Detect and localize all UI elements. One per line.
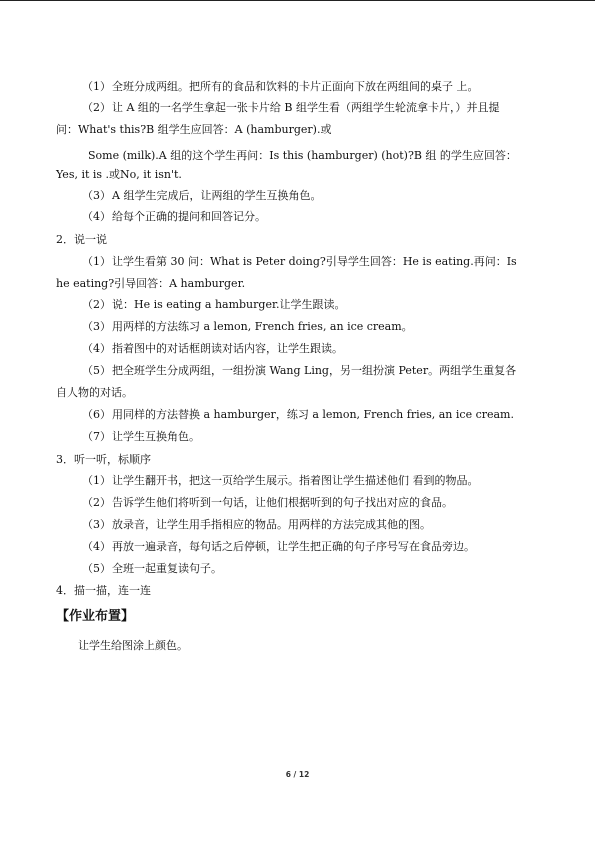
step-line: [82, 560, 572, 578]
step-text: Some (milk).A 组的这个学生再问：Is this (hamburger) (hot)?B 组 的学生应回答：: [88, 149, 517, 162]
continuation-line: [56, 384, 546, 402]
step-text: 再放一遍录音，每句话之后停顿，让学生把正确的句子序号写在食品旁边。: [112, 540, 475, 553]
step-line: [82, 318, 572, 336]
step-text: 全班一起重复读句子。: [112, 562, 222, 575]
step-number: （3）: [82, 518, 111, 531]
step-line: [82, 538, 572, 556]
step-text: 用同样的方法替换 a hamburger，练习 a lemon, French fries, an ice cream.: [112, 408, 514, 421]
step-line: [82, 340, 572, 358]
step-number: （1）: [82, 474, 111, 487]
step-text: 让 A 组的一名学生拿起一张卡片给 B 组学生看（两组学生轮流拿卡片，）并且提: [112, 101, 500, 114]
step-line: [82, 362, 572, 380]
step-number: （1）: [82, 255, 111, 268]
continuation-line: [56, 121, 546, 139]
step-text: 用两样的方法练习 a lemon, French fries, an ice cream。: [112, 320, 413, 333]
section-title: 4．描一描，连一连: [56, 584, 151, 597]
step-text: 告诉学生他们将听到一句话，让他们根据听到的句子找出对应的食品。: [112, 496, 453, 509]
step-text: 问：What's this?B 组学生应回答：A (hamburger).或: [56, 123, 332, 136]
step-text: A 组学生完成后，让两组的学生互换角色。: [112, 189, 322, 202]
top-rule: [0, 0, 595, 1]
step-number: （5）: [82, 562, 111, 575]
homework-heading: 【作业布置】: [56, 609, 135, 624]
step-line: [82, 208, 572, 226]
step-number: （4）: [82, 210, 111, 223]
step-number: （4）: [82, 540, 111, 553]
section-title: 3．听一听，标顺序: [56, 453, 151, 466]
step-text: 说：He is eating a hamburger.让学生跟读。: [112, 298, 346, 311]
step-line: [82, 296, 572, 314]
step-text: 给每个正确的提问和回答记分。: [112, 210, 266, 223]
page-number: 6 / 12: [285, 770, 310, 779]
step-line: [82, 187, 572, 205]
step-text: 把全班学生分成两组，一组扮演 Wang Ling，另一组扮演 Peter。两组学生重复各: [112, 364, 517, 377]
continuation-line: [56, 275, 546, 293]
step-line: [82, 494, 572, 512]
step-number: （2）: [82, 496, 111, 509]
section-heading: [56, 451, 546, 469]
step-number: （3）: [82, 320, 111, 333]
step-text: 自人物的对话。: [56, 386, 133, 399]
section-title: 2．说一说: [56, 233, 107, 246]
step-line: [82, 472, 572, 490]
step-number: （5）: [82, 364, 111, 377]
step-number: （2）: [82, 298, 111, 311]
continuation-line: [56, 166, 546, 184]
section-heading: [56, 231, 546, 249]
step-number: （6）: [82, 408, 111, 421]
step-number: （2）: [82, 101, 111, 114]
step-number: （4）: [82, 342, 111, 355]
step-text: 让学生看第 30 问：What is Peter doing?引导学生回答：He is eating.再问：Is: [112, 255, 517, 268]
continuation-line: [88, 147, 578, 165]
step-text: 全班分成两组。把所有的食品和饮料的卡片正面向下放在两组间的桌子 上。: [112, 80, 479, 93]
step-line: [82, 516, 572, 534]
homework-text: 让学生给图涂上颜色。: [78, 639, 188, 652]
step-line: [82, 78, 572, 96]
step-number: （3）: [82, 189, 111, 202]
step-line: [82, 428, 572, 446]
step-line: [82, 99, 572, 117]
step-number: （7）: [82, 430, 111, 443]
step-text: 让学生互换角色。: [112, 430, 200, 443]
step-number: （1）: [82, 80, 111, 93]
step-text: he eating?引导回答：A hamburger.: [56, 277, 246, 290]
step-text: 让学生翻开书，把这一页给学生展示。指着图让学生描述他们 看到的物品。: [112, 474, 479, 487]
step-text: 指着图中的对话框朗读对话内容，让学生跟读。: [112, 342, 343, 355]
step-line: [82, 406, 572, 424]
step-line: [82, 253, 572, 271]
section-heading: [56, 582, 546, 600]
step-text: Yes, it is .或No, it isn't.: [56, 168, 182, 181]
step-text: 放录音，让学生用手指相应的物品。用两样的方法完成其他的图。: [112, 518, 431, 531]
